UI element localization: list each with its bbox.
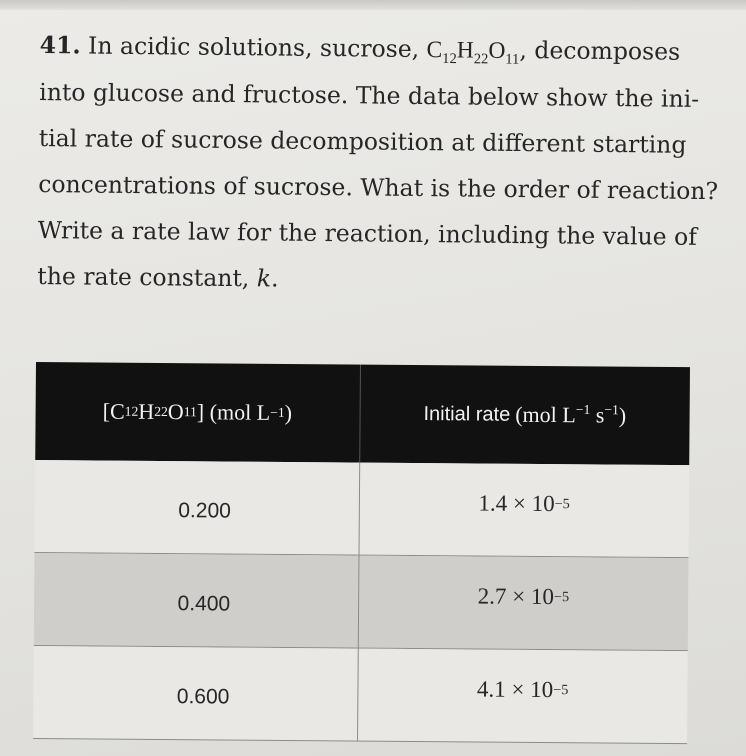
question-line-1 bbox=[40, 22, 712, 76]
question-text-1b: , decomposes bbox=[519, 36, 681, 66]
page-top-edge bbox=[0, 0, 746, 10]
rate-data-table bbox=[33, 362, 690, 744]
question-line-3: tial rate of sucrose decomposition at different starting bbox=[38, 123, 687, 159]
header-initial-rate: Initial rate (mol $L^{-1}$ $s^{-1}$) bbox=[423, 401, 627, 428]
concentration-cell: 0.200 bbox=[35, 460, 360, 555]
question-line-2: into glucose and fructose. The data below show the ini- bbox=[39, 77, 700, 113]
table-header bbox=[35, 362, 690, 465]
question-number: 41. bbox=[39, 30, 81, 60]
concentration-cell: 0.400 bbox=[34, 553, 359, 648]
table-row bbox=[34, 553, 689, 651]
table-row bbox=[34, 460, 689, 558]
rate-cell: 2.7 × 10 −5 bbox=[477, 583, 570, 610]
table-row bbox=[33, 646, 688, 744]
rate-cell: 4.1 × 10 −5 bbox=[476, 676, 569, 703]
question-41 bbox=[37, 22, 719, 306]
question-line-6: the rate constant, k. bbox=[37, 261, 279, 293]
concentration-cell: 0.600 bbox=[33, 646, 358, 741]
rate-constant-symbol: k bbox=[256, 264, 272, 293]
question-text-1a: In acidic solutions, sucrose, bbox=[87, 31, 427, 64]
header-concentration: [C 12 H 22 O 11 ] (mol L −1 ) bbox=[35, 362, 360, 463]
rate-cell: 1.4 × 10 −5 bbox=[478, 490, 570, 517]
question-line-4: concentrations of sucrose. What is the order of reaction? bbox=[38, 169, 719, 206]
sucrose-formula: $C_{12}H_{22}O_{11}$ bbox=[426, 37, 520, 68]
question-line-5: Write a rate law for the reaction, including the value of bbox=[37, 215, 698, 251]
